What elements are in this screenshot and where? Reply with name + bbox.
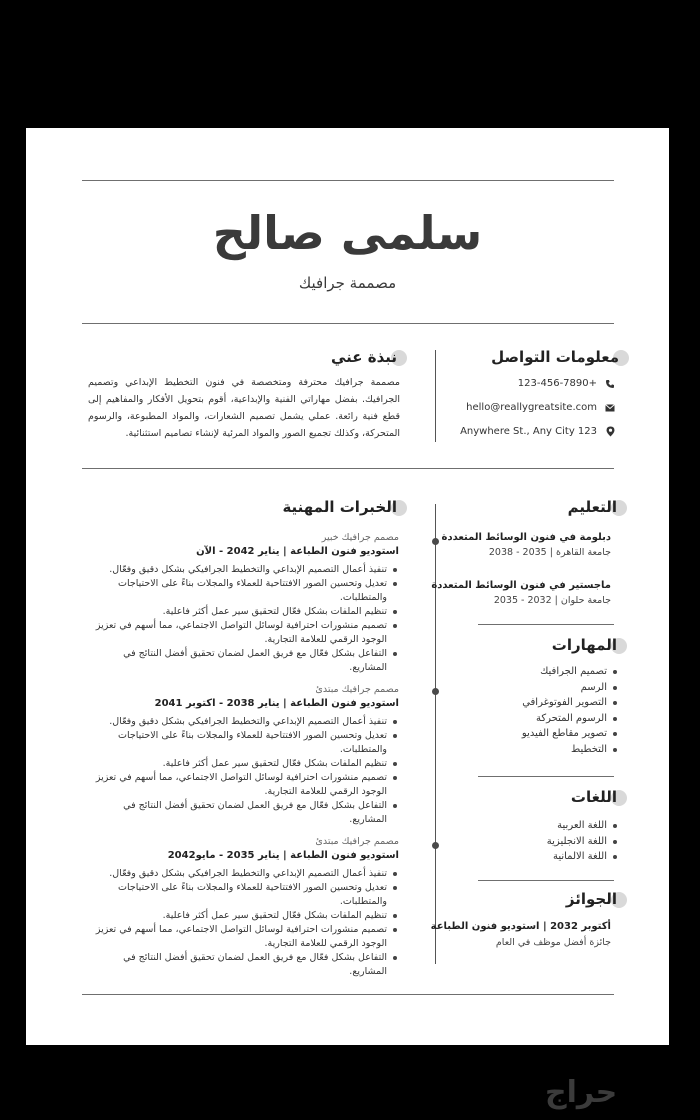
list-item: تعديل وتحسين الصور الافتتاحية للعملاء والمجلات بناءً على الاحتياجات والمتطلبات. (89, 881, 399, 909)
contact-address (460, 426, 615, 437)
list-item: تعديل وتحسين الصور الافتتاحية للعملاء والمجلات بناءً على الاحتياجات والمتطلبات. (89, 729, 399, 757)
languages-heading: اللغات (571, 788, 617, 806)
award-item (391, 921, 611, 948)
phone-icon (605, 379, 615, 389)
list-item: تعديل وتحسين الصور الافتتاحية للعملاء والمجلات بناءً على الاحتياجات والمتطلبات. (89, 577, 399, 605)
contact-phone (518, 378, 615, 389)
job-company: استوديو فنون الطباعة | يناير 2042 - الآن (196, 546, 399, 557)
list-item: تنظيم الملفات بشكل فعّال لتحقيق سير عمل أكثر فاعلية. (89, 757, 399, 771)
watermark-logo: حراج (545, 1075, 618, 1110)
list-item: التفاعل بشكل فعّال مع فريق العمل لضمان تحقيق أفضل النتائج في المشاريع. (89, 951, 399, 979)
list-item: تنظيم الملفات بشكل فعّال لتحقيق سير عمل أكثر فاعلية. (89, 605, 399, 619)
job-entry (89, 836, 399, 979)
award-date-org: أكتوبر 2032 | استوديو فنون الطباعة (430, 921, 611, 932)
list-item: الرسوم المتحركة (449, 711, 619, 727)
job-bullets (89, 563, 399, 675)
divider (82, 180, 614, 181)
list-item: اللغة الانجليزية (449, 834, 619, 850)
degree: دبلومة في فنون الوسائط المتعددة (441, 532, 611, 543)
job-title: مصمم جرافيك خبير (321, 532, 399, 543)
location-pin-icon (605, 427, 615, 437)
list-item: تصوير مقاطع الفيديو (449, 726, 619, 742)
column-divider (435, 350, 436, 442)
job-company: استوديو فنون الطباعة | يناير 2038 - اكتوبر 2041 (154, 698, 399, 709)
skills-list (449, 664, 619, 757)
divider (478, 880, 614, 881)
job-title: مصمم جرافيك مبتدئ (315, 836, 399, 847)
person-role: مصممة جرافيك (298, 274, 397, 292)
about-text: مصممة جرافيك محترفة ومتخصصة في فنون التخطيط الإبداعي وتصميم الجرافيك. بفضل مهاراتي الفنية والإبداعية، أقوم بتحويل الأفكار والمفاهيم إلى قطع فنية رائعة. عملي يشمل تصميم الشعارات، والمواد المطبوعة، والرسوم المتحركة، وكذلك تجميع الصور والمواد المرئية لإنشاء تصاميم استثنائية. (88, 377, 400, 439)
about-heading: نبذة عني (331, 348, 397, 366)
experience-heading: الخبرات المهنية (282, 498, 397, 516)
list-item: اللغة الالمانية (449, 849, 619, 865)
job-bullets (89, 715, 399, 827)
divider (82, 468, 614, 469)
list-item: الرسم (449, 680, 619, 696)
degree: ماجستير في فنون الوسائط المتعددة (431, 580, 611, 591)
list-item: تنفيذ أعمال التصميم الإبداعي والتخطيط الجرافيكي بشكل دقيق وفعّال. (89, 867, 399, 881)
divider (82, 323, 614, 324)
education-item (411, 580, 611, 606)
awards-heading: الجوائز (566, 890, 617, 908)
list-item: اللغة العربية (449, 818, 619, 834)
list-item: تنفيذ أعمال التصميم الإبداعي والتخطيط الجرافيكي بشكل دقيق وفعّال. (89, 563, 399, 577)
person-name: سلمى صالح (212, 206, 483, 260)
mail-icon (605, 403, 615, 413)
contact-heading: معلومات التواصل (491, 348, 619, 366)
job-title: مصمم جرافيك مبتدئ (315, 684, 399, 695)
languages-list (449, 818, 619, 865)
email-text: hello@reallygreatsite.com (466, 402, 597, 413)
list-item: تصميم منشورات احترافية لوسائل التواصل الاجتماعي، مما أسهم في تعزيز الوجود الرقمي للعلامة التجارية. (89, 619, 399, 647)
education-item (411, 532, 611, 558)
divider (82, 994, 614, 995)
degree-detail: جامعة القاهرة | 2035 - 2038 (488, 547, 611, 558)
resume-page (26, 128, 669, 1045)
list-item: تنظيم الملفات بشكل فعّال لتحقيق سير عمل أكثر فاعلية. (89, 909, 399, 923)
timeline-dot (432, 688, 439, 695)
education-heading: التعليم (568, 498, 617, 516)
divider (478, 776, 614, 777)
degree-detail: جامعة حلوان | 2032 - 2035 (493, 595, 611, 606)
divider (478, 624, 614, 625)
address-text: Anywhere St., Any City 123 (460, 426, 597, 437)
job-company: استوديو فنون الطباعة | يناير 2035 - مايو2042 (167, 850, 399, 861)
list-item: تصميم الجرافيك (449, 664, 619, 680)
list-item: التفاعل بشكل فعّال مع فريق العمل لضمان تحقيق أفضل النتائج في المشاريع. (89, 799, 399, 827)
list-item: التخطيط (449, 742, 619, 758)
job-entry (89, 532, 399, 675)
timeline-line (435, 504, 436, 964)
list-item: تصميم منشورات احترافية لوسائل التواصل الاجتماعي، مما أسهم في تعزيز الوجود الرقمي للعلامة التجارية. (89, 771, 399, 799)
timeline-dot (432, 842, 439, 849)
list-item: التصوير الفوتوغرافي (449, 695, 619, 711)
contact-email (466, 402, 615, 413)
list-item: تنفيذ أعمال التصميم الإبداعي والتخطيط الجرافيكي بشكل دقيق وفعّال. (89, 715, 399, 729)
list-item: التفاعل بشكل فعّال مع فريق العمل لضمان تحقيق أفضل النتائج في المشاريع. (89, 647, 399, 675)
award-title: جائزة أفضل موظف في العام (495, 937, 611, 948)
job-bullets (89, 867, 399, 979)
list-item: تصميم منشورات احترافية لوسائل التواصل الاجتماعي، مما أسهم في تعزيز الوجود الرقمي للعلامة التجارية. (89, 923, 399, 951)
job-entry (89, 684, 399, 827)
skills-heading: المهارات (552, 636, 617, 654)
phone-text: 123-456-7890+ (517, 378, 597, 389)
